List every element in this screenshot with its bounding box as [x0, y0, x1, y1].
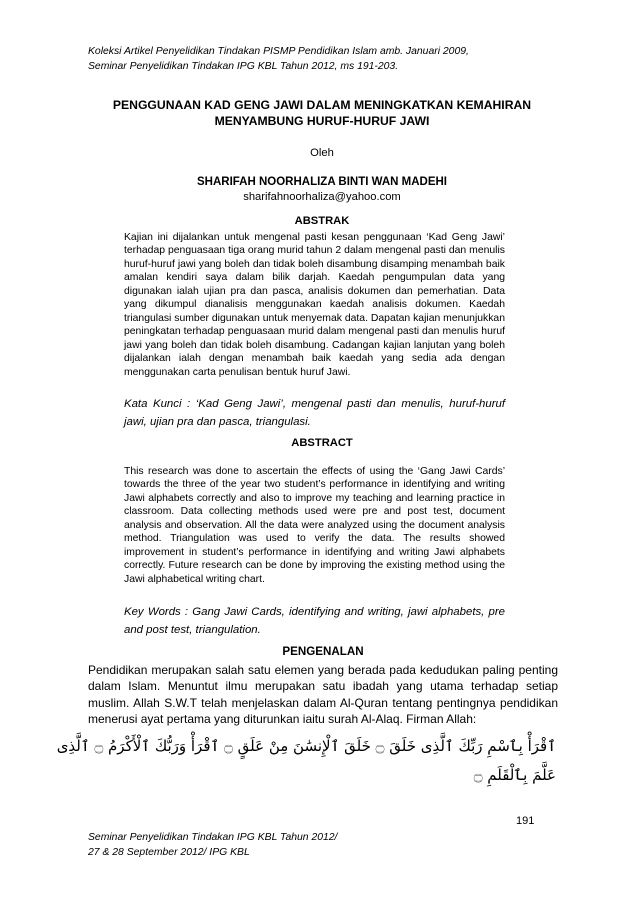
page-number: 191	[516, 815, 535, 827]
paper-title	[88, 98, 556, 129]
title-line-1: PENGGUNAAN KAD GENG JAWI DALAM MENINGKATKAN KEMAHIRAN	[112, 98, 532, 112]
header-line-1: Koleksi Artikel Penyelidikan Tindakan PISMP Pendidikan Islam amb. Januari 2009,	[88, 46, 469, 57]
abstrak-text: Kajian ini dijalankan untuk mengenal pasti kesan penggunaan ‘Kad Geng Jawi’ terhadap penguasaan tiga orang murid tahun 2 dalam mengenal pasti dan menulis huruf-huruf jawi yang boleh dan tidak boleh disambung disamping menambah baik amalan kendiri saya dalam bilik darjah. Kaedah pengumpulan data yang digunakan ialah ujian pra dan pasca, analisis dokumen dan pemerhatian. Data yang dikumpul dianalisis menggunakan kaedah analisis dokumen. Kaedah triangulasi sumber digunakan untuk menyemak data. Dapatan kajian menunjukkan peningkatan terhadap penguasaan murid dalam mengenal pasti dan menulis huruf jawi yang boleh dan tidak boleh disambung. Cadangan kajian lanjutan yang boleh dijalankan ialah dengan menambah baik kaedah yang sedia ada dengan menggunakan carta penulisan bentuk huruf Jawi.	[124, 232, 505, 378]
key-words: Key Words : Gang Jawi Cards, identifying and writing, jawi alphabets, pre and post test, triangulation.	[124, 606, 505, 636]
title-line-2: MENYAMBUNG HURUF-HURUF JAWI	[214, 113, 430, 128]
pengenalan-heading: PENGENALAN	[282, 645, 364, 658]
quran-verse-line-2: عَلَّمَ بِٱلْقَلَمِ ۝	[473, 766, 556, 784]
footer-line-2: 27 & 28 September 2012/ IPG KBL	[88, 847, 250, 858]
quran-verse-line-1: ٱقْرَأْ بِٱسْمِ رَبِّكَ ٱلَّذِى خَلَقَ ۝ خَلَقَ ٱلْإِنسَٰنَ مِنْ عَلَقٍ ۝ ٱقْرَأْ وَرَبُّكَ ٱلْأَكْرَمُ ۝ ٱلَّذِى	[56, 737, 556, 755]
pengenalan-paragraph: Pendidikan merupakan salah satu elemen yang berada pada kedudukan paling penting dalam Islam. Menuntut ilmu merupakan satu ibadah yang utama terhadap setiap muslim. Allah S.W.T telah menjelaskan dalam Al-Quran tentang pentingnya pendidikan menerusi ayat pertama yang diturunkan iaitu surah Al-Alaq. Firman Allah:	[88, 663, 558, 727]
author-email: sharifahnoorhaliza@yahoo.com	[243, 191, 401, 203]
running-header	[88, 44, 558, 74]
author-name: SHARIFAH NOORHALIZA BINTI WAN MADEHI	[196, 176, 447, 188]
abstract-text: This research was done to ascertain the effects of using the ‘Gang Jawi Cards’ towards the three of the year two student’s performance in identifying and writing Jawi alphabets correctly and also to improve my teaching and learning practice in classroom. Data collecting methods used were pre and post test, document analysis and observation. All the data were analyzed using the document analysis method. Triangulation was used to verify the data. The results showed improvement in student’s performance in identifying and writing Jawi alphabets correctly. Future research can be done by improving the existing method using the Jawi alphabetical writing chart.	[124, 466, 505, 585]
abstrak-heading: ABSTRAK	[294, 215, 350, 227]
abstract-heading: ABSTRACT	[291, 437, 353, 449]
header-line-2: Seminar Penyelidikan Tindakan IPG KBL Tahun 2012, ms 191-203.	[88, 61, 399, 72]
oleh-label: Oleh	[310, 147, 334, 159]
kata-kunci: Kata Kunci : ‘Kad Geng Jawi’, mengenal pasti dan menulis, huruf-huruf jawi, ujian pra dan pasca, triangulasi.	[124, 398, 505, 428]
running-footer	[88, 830, 558, 860]
footer-line-1: Seminar Penyelidikan Tindakan IPG KBL Tahun 2012/	[88, 832, 338, 843]
